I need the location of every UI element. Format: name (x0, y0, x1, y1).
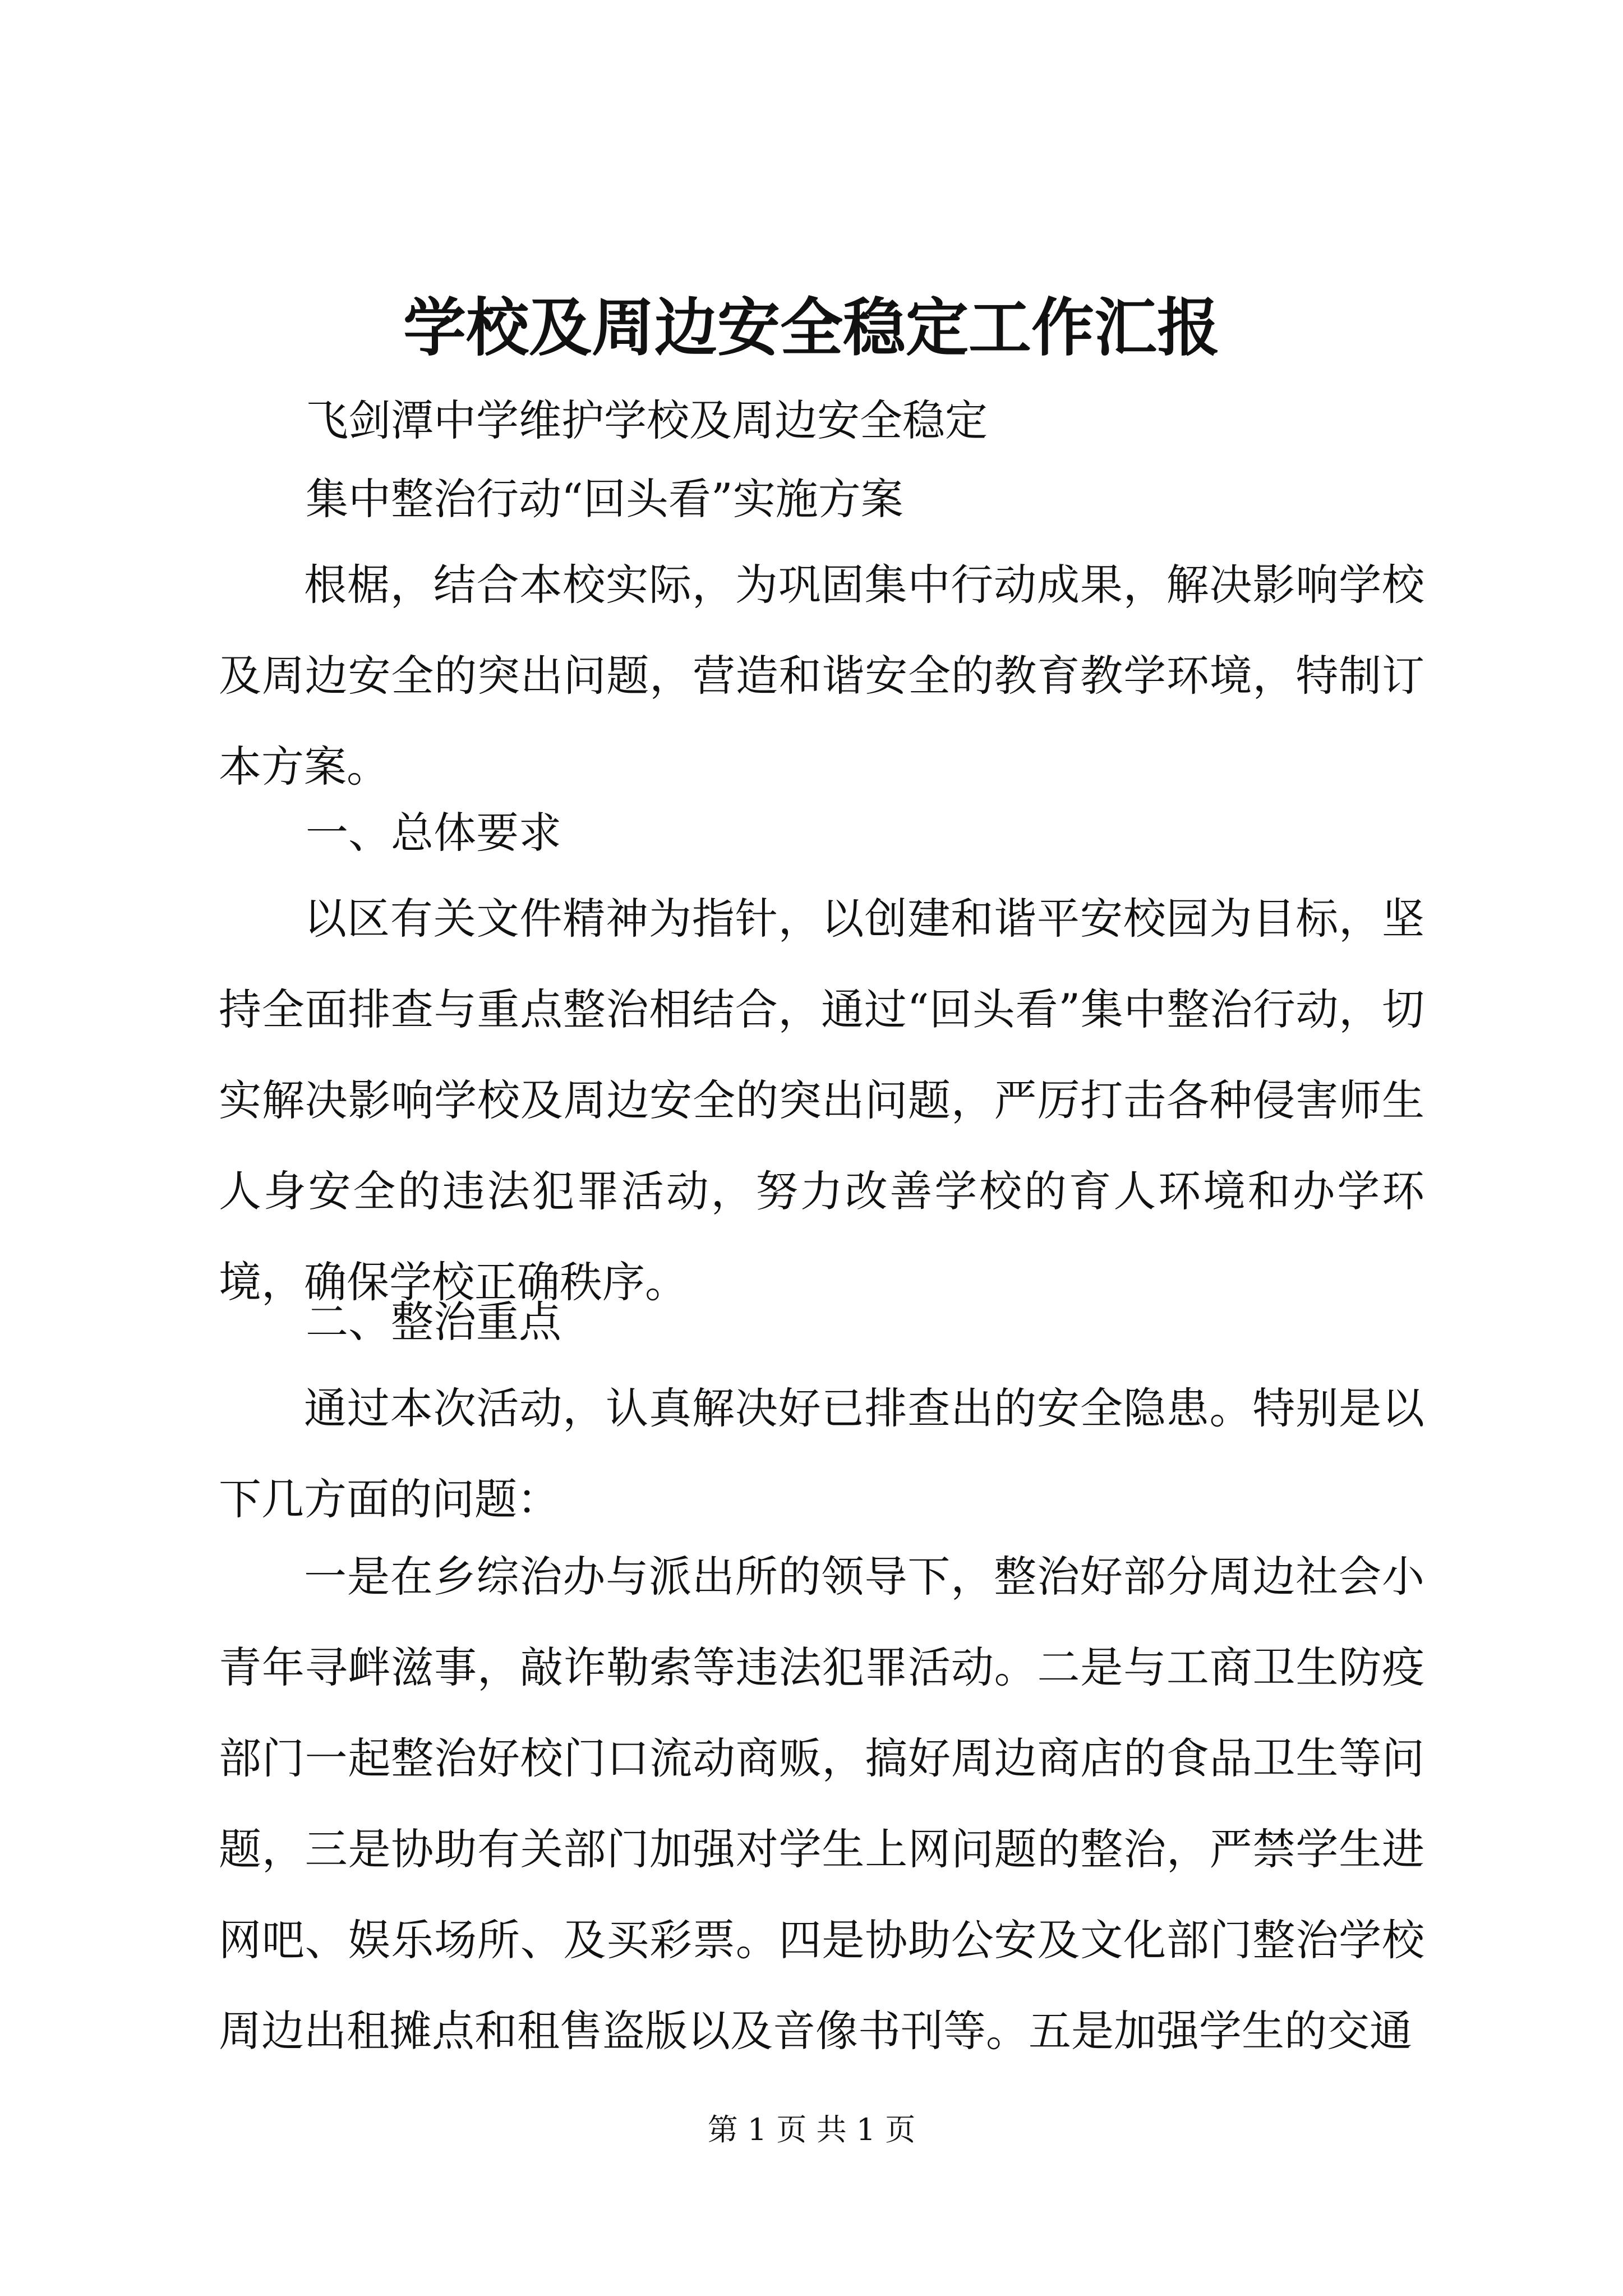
subtitle-line-2: 集中整治行动“回头看”实施方案 (306, 474, 903, 524)
page-footer: 第 1 页 共 1 页 (707, 2112, 916, 2147)
subtitle-line-1: 飞剑潭中学维护学校及周边安全稳定 (306, 395, 988, 445)
document-title: 学校及周边安全稳定工作汇报 (403, 291, 1220, 365)
section-heading-2: 二、整治重点 (306, 1297, 561, 1347)
requirements-paragraph: 以区有关文件精神为指针，以创建和谐平安校园为目标，坚持全面排查与重点整治相结合，通过“回头看”集中整治行动，切实解决影响学校及周边安全的突出问题，严厉打击各种侵害师生人身安全的违法犯罪活动，努力改善学校的育人环境和办学环境，确保学校正确秩序。 (219, 894, 1424, 1307)
section-heading-1: 一、总体要求 (306, 808, 561, 858)
measures-paragraph: 一是在乡综治办与派出所的领导下，整治好部分周边社会小青年寻衅滋事，敲诈勒索等违法犯罪活动。二是与工商卫生防疫部门一起整治好校门口流动商贩，搞好周边商店的食品卫生等问题，三是协助有关部门加强对学生上网问题的整治，严禁学生进网吧、娱乐场所、及买彩票。四是协助公安及文化部门整治学校周边出租摊点和租售盗版以及音像书刊等。五是加强学生的交通 (219, 1552, 1424, 2056)
focus-paragraph: 通过本次活动，认真解决好已排查出的安全隐患。特别是以下几方面的问题： (219, 1383, 1424, 1524)
intro-paragraph: 根椐，结合本校实际，为巩固集中行动成果，解决影响学校及周边安全的突出问题，营造和谐安全的教育教学环境，特制订本方案。 (219, 560, 1424, 792)
